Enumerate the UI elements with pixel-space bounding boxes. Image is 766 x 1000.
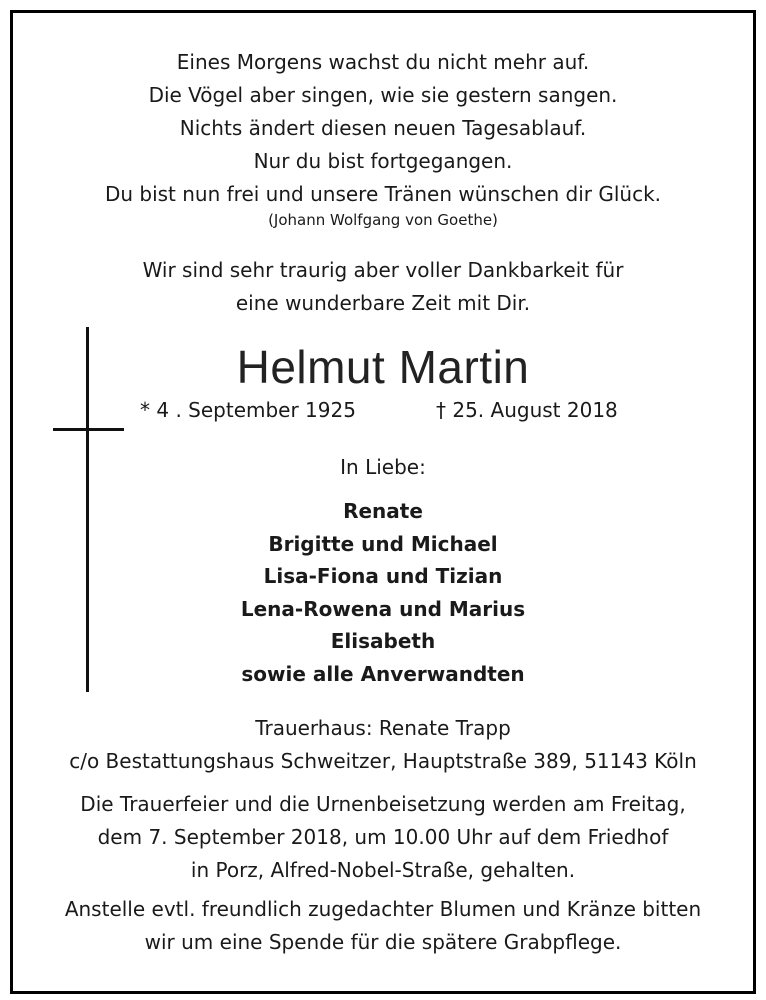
poem-line: Du bist nun frei und unsere Tränen wünschen dir Glück. xyxy=(104,182,662,206)
house-line: Trauerhaus: Renate Trapp xyxy=(255,716,511,740)
poem-line: Nur du bist fortgegangen. xyxy=(253,149,513,173)
list-item: Lena-Rowena und Marius xyxy=(240,596,526,621)
ceremony-line: in Porz, Alfred-Nobel-Straße, gehalten. xyxy=(190,858,576,882)
ceremony-line: Die Trauerfeier und die Urnenbeisetzung werden am Freitag, xyxy=(80,792,686,816)
mourners-intro: In Liebe: xyxy=(340,455,426,479)
list-item: sowie alle Anverwandten xyxy=(241,661,525,686)
death-date: † 25. August 2018 xyxy=(436,398,618,422)
poem-author: (Johann Wolfgang von Goethe) xyxy=(268,211,498,229)
house-line: c/o Bestattungshaus Schweitzer, Hauptstraße 389, 51143 Köln xyxy=(69,749,697,773)
thanks-line: Wir sind sehr traurig aber voller Dankbarkeit für xyxy=(142,258,624,282)
mourning-house xyxy=(0,712,766,778)
thanks-line: eine wunderbare Zeit mit Dir. xyxy=(235,291,531,315)
deceased-name: Helmut Martin xyxy=(236,341,530,393)
poem-line: Die Vögel aber singen, wie sie gestern sangen. xyxy=(148,83,618,107)
ceremony-line: dem 7. September 2018, um 10.00 Uhr auf dem Friedhof xyxy=(97,825,669,849)
list-item: Brigitte und Michael xyxy=(268,531,498,556)
poem-line: Eines Morgens wachst du nicht mehr auf. xyxy=(176,50,590,74)
thanks-text xyxy=(0,254,766,320)
list-item: Renate xyxy=(343,499,423,523)
request-line: wir um eine Spende für die spätere Grabpflege. xyxy=(144,930,622,954)
poem xyxy=(0,46,766,211)
donation-request xyxy=(0,893,766,959)
birth-date: * 4 . September 1925 xyxy=(140,398,356,422)
list-item: Lisa-Fiona und Tizian xyxy=(263,564,503,588)
poem-line: Nichts ändert diesen neuen Tagesablauf. xyxy=(179,116,587,140)
ceremony-info xyxy=(0,788,766,887)
request-line: Anstelle evtl. freundlich zugedachter Blumen und Kränze bitten xyxy=(64,897,702,921)
cross-icon-horizontal xyxy=(53,428,124,431)
list-item: Elisabeth xyxy=(330,629,436,653)
mourners-list xyxy=(0,495,766,690)
